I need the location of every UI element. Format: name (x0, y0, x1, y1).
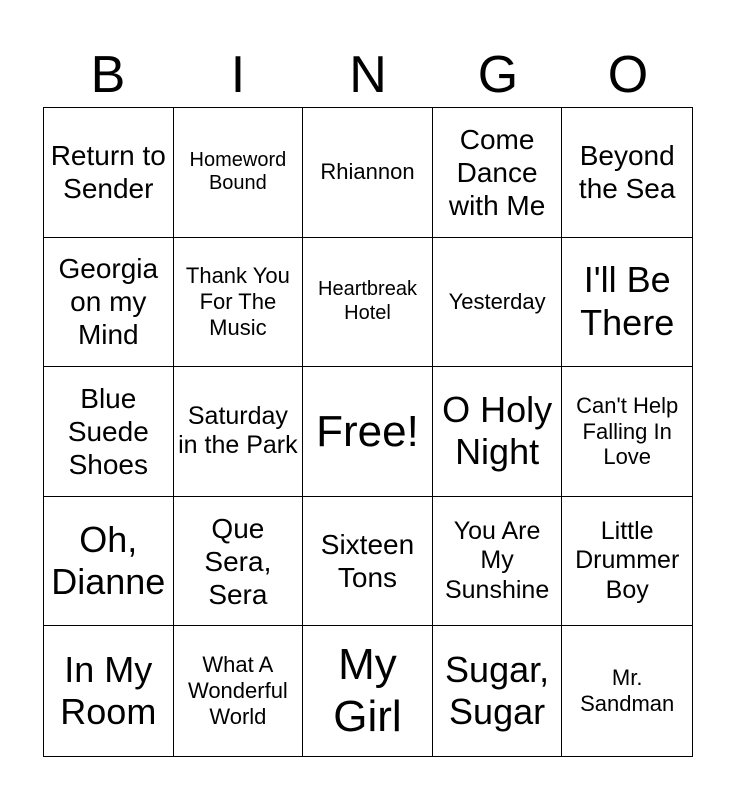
bingo-cell[interactable] (562, 367, 692, 497)
header-letter-o: O (607, 46, 649, 104)
header-letter-g: G (477, 46, 519, 104)
cell-text: Georgia on my Mind (58, 253, 159, 351)
bingo-cell[interactable] (433, 108, 563, 238)
cell-text: Thank You For The Music (185, 262, 290, 340)
cell-text: Homeword Bound (189, 148, 287, 195)
cell-text: Return to Sender (50, 140, 166, 205)
cell-text: Beyond the Sea (578, 140, 676, 205)
bingo-cell[interactable] (174, 497, 304, 627)
cell-text: Oh, Dianne (51, 518, 166, 603)
cell-text: Can't Help Falling In Love (576, 392, 679, 470)
bingo-cell[interactable] (174, 238, 304, 368)
cell-text: Sixteen Tons (320, 529, 415, 594)
cell-text: Little Drummer Boy (575, 516, 680, 604)
header-letter-b: B (90, 46, 126, 104)
cell-text: Rhiannon (320, 159, 415, 185)
bingo-cell[interactable] (44, 238, 174, 368)
cell-text: Free! (316, 406, 419, 456)
bingo-cell[interactable] (44, 626, 174, 756)
bingo-cell[interactable] (174, 108, 304, 238)
cell-text: You Are My Sunshine (444, 516, 550, 604)
bingo-cell[interactable] (303, 108, 433, 238)
bingo-cell[interactable] (562, 626, 692, 756)
cell-text: In My Room (60, 648, 157, 733)
bingo-cell[interactable] (303, 626, 433, 756)
bingo-cell[interactable] (433, 238, 563, 368)
bingo-cell[interactable] (44, 367, 174, 497)
cell-text: Yesterday (448, 288, 546, 314)
bingo-board (43, 107, 693, 757)
bingo-cell[interactable] (44, 108, 174, 238)
bingo-cell[interactable] (562, 108, 692, 238)
bingo-cell[interactable] (174, 626, 304, 756)
cell-text: Come Dance with Me (448, 123, 546, 221)
bingo-cell[interactable] (303, 238, 433, 368)
cell-text: Blue Suede Shoes (67, 382, 149, 480)
bingo-cell[interactable] (174, 367, 304, 497)
bingo-cell[interactable] (562, 238, 692, 368)
cell-text: O Holy Night (442, 389, 553, 473)
cell-text: What A Wonderful World (187, 652, 288, 730)
cell-text: Que Sera, Sera (204, 512, 272, 610)
cell-text: I'll Be There (580, 259, 675, 343)
bingo-cell[interactable] (433, 497, 563, 627)
bingo-cell[interactable] (433, 367, 563, 497)
header-letter-n: N (349, 46, 387, 104)
bingo-header (43, 44, 693, 106)
cell-text: Sugar, Sugar (445, 648, 550, 733)
bingo-cell[interactable] (433, 626, 563, 756)
cell-text: Mr. Sandman (580, 665, 675, 717)
cell-text: Heartbreak Hotel (318, 278, 417, 324)
bingo-cell[interactable] (562, 497, 692, 627)
bingo-cell[interactable] (303, 367, 433, 497)
bingo-cell[interactable] (44, 497, 174, 627)
bingo-cell[interactable] (303, 497, 433, 627)
cell-text: My Girl (333, 640, 402, 742)
header-letter-i: I (230, 46, 246, 104)
cell-text: Saturday in the Park (178, 401, 298, 460)
